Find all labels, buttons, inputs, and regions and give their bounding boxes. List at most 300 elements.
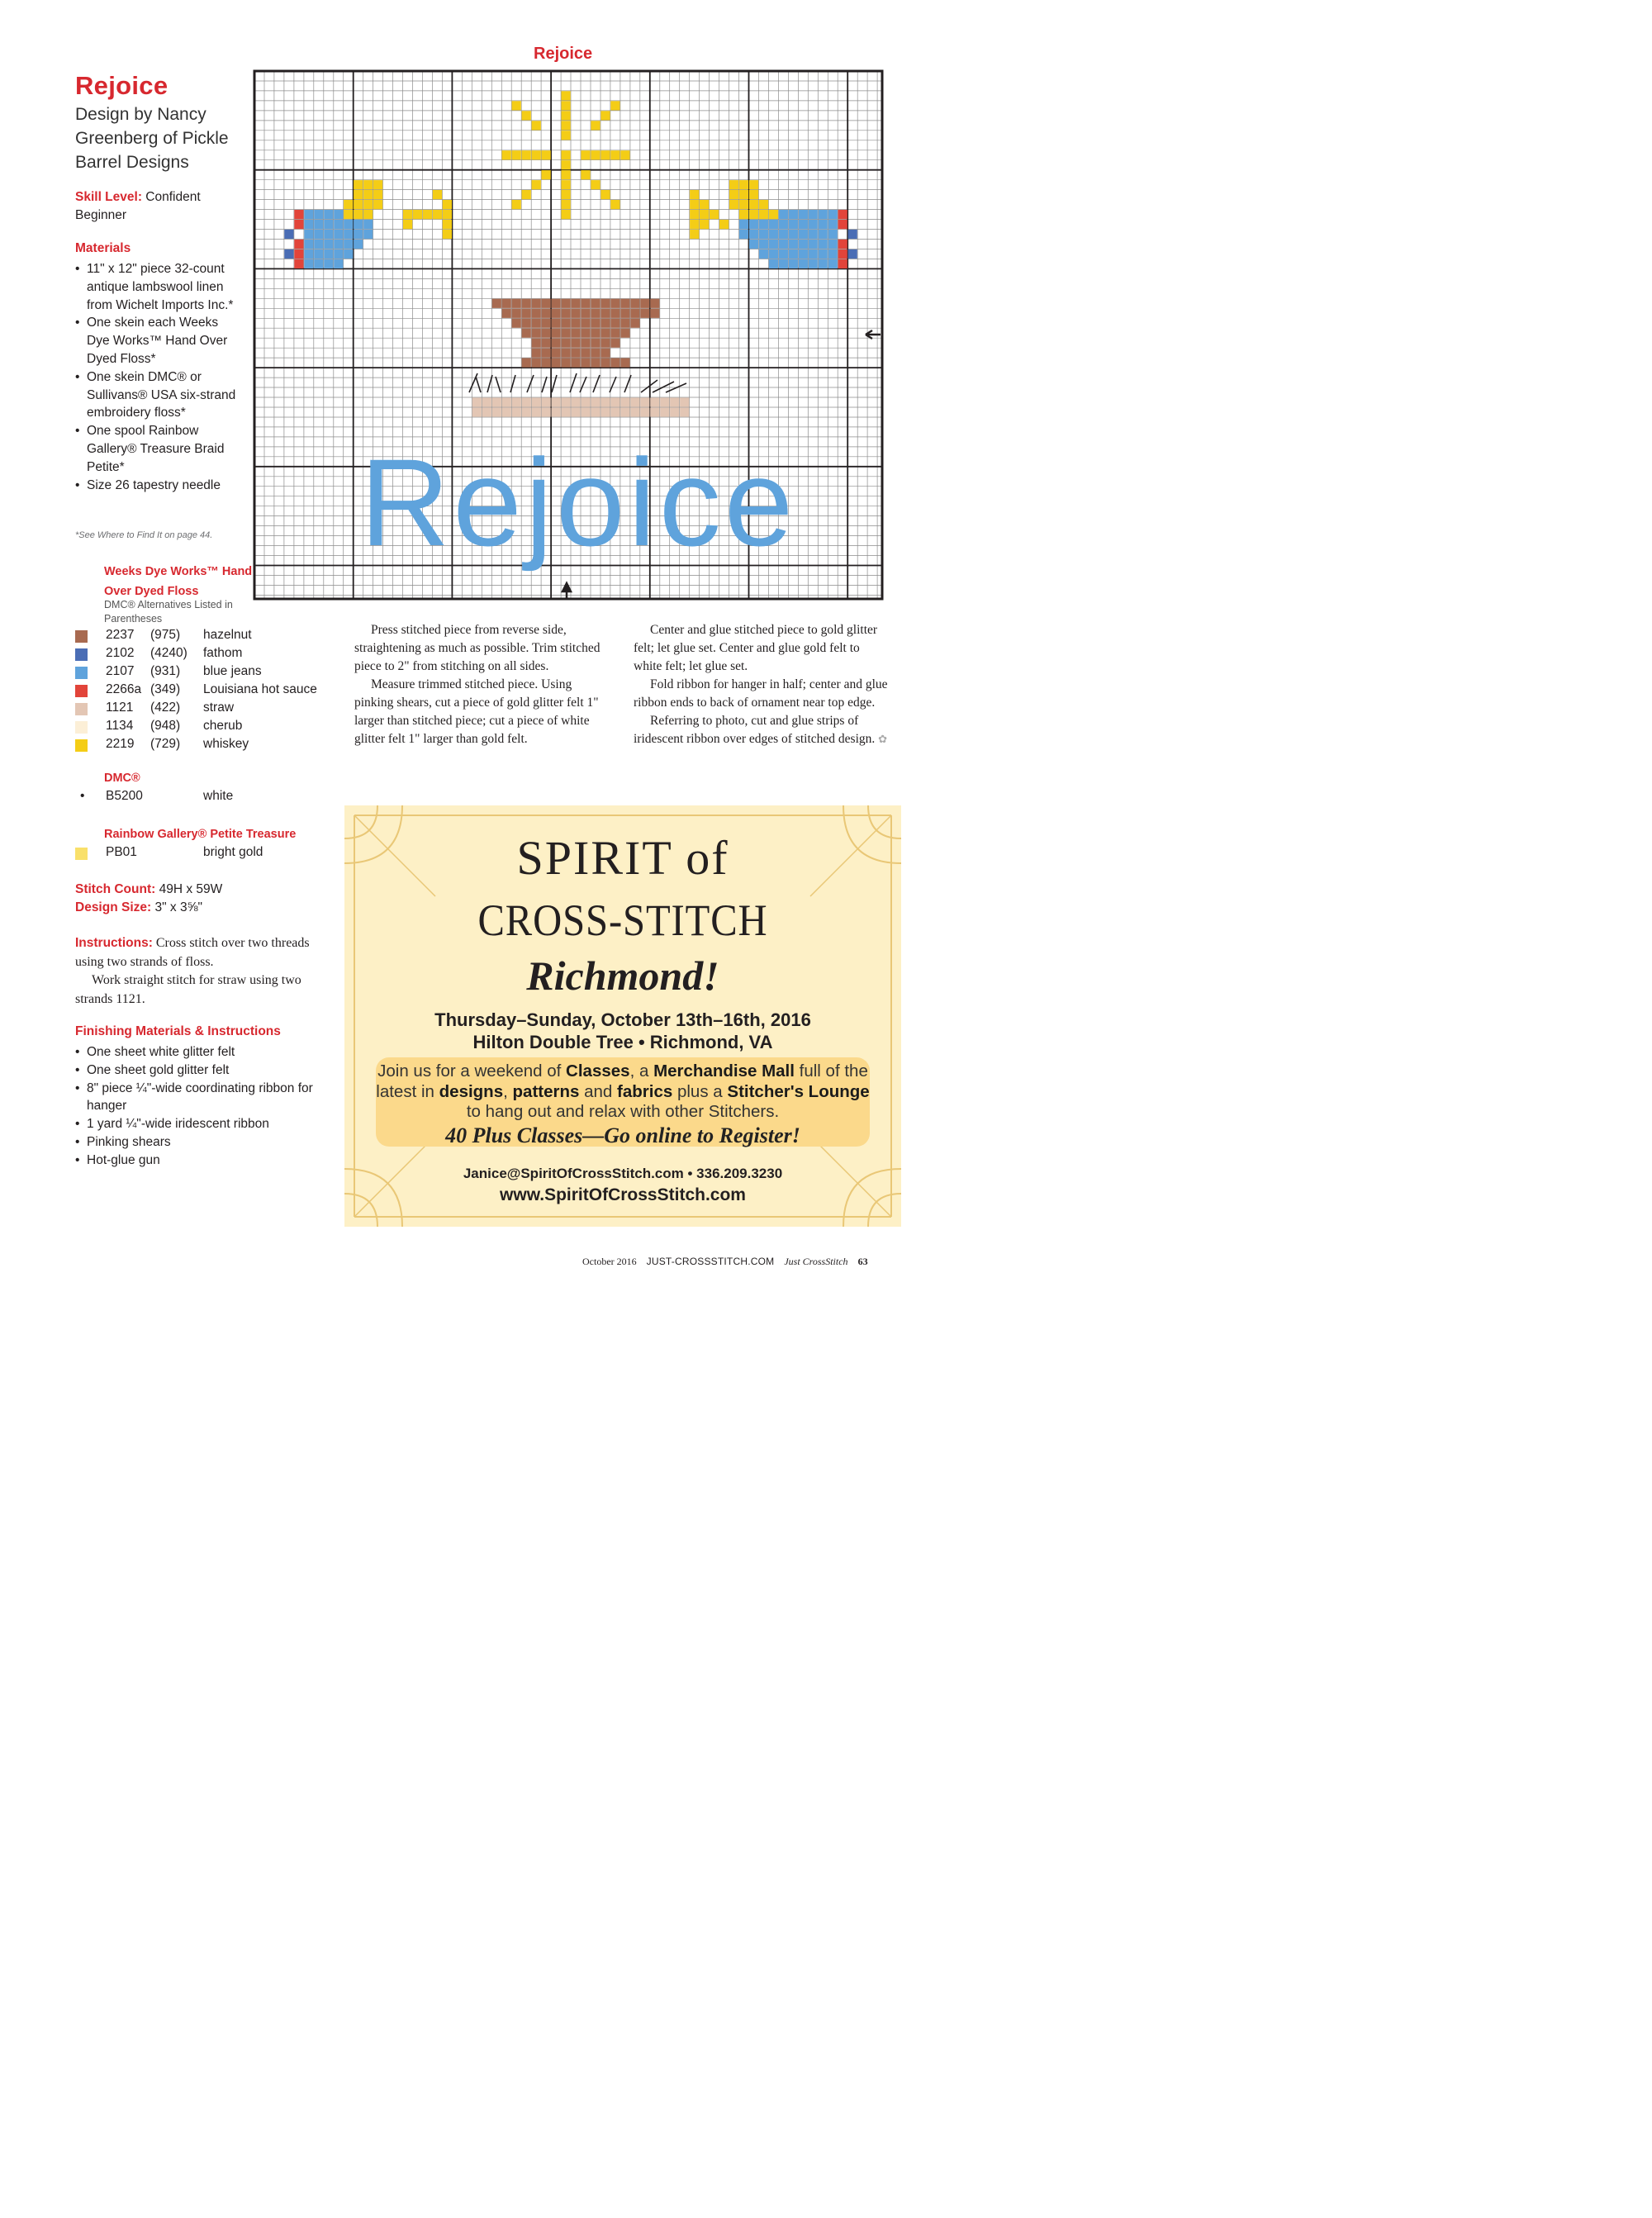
chart-word-rejoice: Rejoice (360, 433, 797, 572)
stitch-cell (522, 150, 531, 159)
stitch-cell (522, 111, 531, 120)
stitch-cell (581, 150, 590, 159)
stitch-cell (562, 160, 571, 169)
stitch-cell (354, 190, 363, 199)
stitch-cell (769, 240, 778, 249)
stitch-cell (581, 329, 590, 338)
stitch-cell (610, 309, 620, 318)
stitch-cell (779, 210, 788, 219)
stitch-cell (522, 190, 531, 199)
stitch-cell (502, 407, 511, 416)
stitch-cell (502, 397, 511, 406)
floss-row (75, 719, 339, 737)
end-mark-icon: ✿ (878, 733, 888, 745)
stitch-cell (779, 249, 788, 259)
color-swatch (75, 739, 88, 752)
page-footer (582, 1256, 868, 1268)
floss-name: hazelnut (203, 628, 252, 642)
stitch-cell (610, 299, 620, 308)
stitch-cell (670, 407, 679, 416)
stitch-cell (819, 230, 828, 239)
ad-contact: Janice@SpiritOfCrossStitch.com • 336.209.3230 (463, 1166, 783, 1181)
list-item: • Hot-glue gun (75, 1152, 331, 1170)
stitch-cell (492, 299, 501, 308)
instructions (75, 934, 323, 1009)
stitch-cell (443, 200, 452, 209)
stitch-cell (838, 240, 847, 249)
stitch-cell (640, 299, 649, 308)
stitch-cell (492, 407, 501, 416)
stitch-cell (769, 259, 778, 268)
stitch-cell (700, 200, 709, 209)
stitch-cell (472, 397, 482, 406)
stitch-cell (403, 210, 412, 219)
chart-title: Rejoice (534, 45, 593, 63)
stitch-cell (769, 249, 778, 259)
stitch-cell (344, 210, 353, 219)
dmc-alternative: (948) (150, 719, 181, 733)
stitch-cell (324, 249, 333, 259)
stitch-cell (294, 210, 303, 219)
ad-text: plus a (676, 1081, 723, 1101)
stitch-cell (799, 249, 808, 259)
stitch-cell (610, 407, 620, 416)
stitch-cell (532, 407, 541, 416)
stitch-cell (591, 339, 600, 348)
stitch-cell (502, 299, 511, 308)
stitch-cell (433, 190, 442, 199)
stitch-cell (828, 210, 838, 219)
ad-text: full of the latest in (376, 1062, 868, 1101)
stitch-cell (650, 309, 659, 318)
paragraph: Press stitched piece from reverse side, straightening as much as possible. Trim stitched piece to 2" from stitching on all sides. (354, 623, 601, 673)
stitch-cell (620, 397, 629, 406)
stitch-cell (690, 190, 699, 199)
stitch-cell (344, 230, 353, 239)
stitch-cell (334, 240, 343, 249)
ad-dates (344, 1009, 901, 1053)
stitch-cell (532, 299, 541, 308)
stitch-cell (779, 220, 788, 229)
stitch-cell (562, 91, 571, 100)
list-item: • 11" x 12" piece 32-count antique lambswool linen from Wichelt Imports Inc.* (75, 260, 242, 314)
stitch-cell (562, 309, 571, 318)
color-swatch (75, 667, 88, 679)
stitch-cell (620, 329, 629, 338)
ad-text-bold: fabrics (617, 1081, 673, 1101)
stitch-cell (373, 200, 382, 209)
ad-text-bold: patterns (512, 1081, 580, 1101)
stitch-cell (403, 220, 412, 229)
ad-text-bold: Classes (566, 1062, 630, 1081)
paragraph: Center and glue stitched piece to gold glitter felt; let glue set. Center and glue gold felt to white felt; let glue set. (634, 623, 878, 673)
stitch-cell (363, 230, 373, 239)
stitch-cell (571, 339, 580, 348)
stitch-cell (532, 397, 541, 406)
stitch-cell (828, 240, 838, 249)
stitch-cell (294, 240, 303, 249)
finishing-text-column-1 (354, 621, 606, 748)
stitch-cell (294, 249, 303, 259)
page-number: 63 (857, 1256, 868, 1267)
stitch-cell (670, 397, 679, 406)
stitch-cell (571, 349, 580, 358)
list-item: • 1 yard ¼"-wide iridescent ribbon (75, 1115, 331, 1133)
ad-text: , a (629, 1062, 649, 1081)
stitch-count-value: 49H x 59W (159, 882, 223, 896)
stitch-cell (413, 210, 422, 219)
ad-description: Join us for a weekend of Classes, a Merchandise Mall full of the latest in designs, patterns and fabrics plus a Stitcher's Lounge to hang out and relax with other Stitchers. (376, 1062, 870, 1121)
stitch-cell (294, 259, 303, 268)
stitch-cell (562, 210, 571, 219)
floss-name: bright gold (203, 845, 263, 859)
stitch-cell (522, 397, 531, 406)
stitch-cell (562, 180, 571, 189)
stitch-cell (571, 407, 580, 416)
stitch-cell (324, 230, 333, 239)
color-swatch (75, 703, 88, 715)
skill-level-value: Confident Beginner (75, 190, 201, 222)
stitch-cell (819, 259, 828, 268)
list-item: • One skein DMC® or Sullivans® USA six-strand embroidery floss* (75, 368, 242, 422)
stitch-cell (522, 359, 531, 368)
stitch-cell (650, 299, 659, 308)
color-swatch (75, 685, 88, 697)
floss-name: white (203, 789, 234, 803)
stitch-cell (620, 407, 629, 416)
dmc-alternative: (729) (150, 737, 181, 751)
stitch-cell (304, 240, 313, 249)
floss-row (75, 701, 339, 719)
instructions-label: Instructions: (75, 936, 153, 950)
stitch-cell (739, 200, 748, 209)
stitch-cell (581, 339, 590, 348)
floss-row (75, 646, 339, 664)
stitch-cell (354, 230, 363, 239)
stitch-cell (601, 111, 610, 120)
instructions-text: Work straight stitch for straw using two strands 1121. (75, 973, 301, 1006)
stitch-cell (334, 249, 343, 259)
floss-code: B5200 (106, 789, 143, 803)
stitch-cell (571, 309, 580, 318)
stitch-cell (482, 397, 491, 406)
footer-site: JUST-CROSSSTITCH.COM (646, 1256, 775, 1267)
stitch-cell (512, 397, 521, 406)
stitch-cell (610, 329, 620, 338)
stitch-cell (848, 249, 857, 259)
stitch-cell (552, 407, 561, 416)
stitch-cell (472, 407, 482, 416)
floss-name: fathom (203, 646, 243, 660)
stitch-cell (334, 210, 343, 219)
stitch-cell (749, 200, 758, 209)
weeks-floss-heading: Weeks Dye Works™ Hand Over Dyed Floss (104, 565, 253, 598)
floss-name: whiskey (203, 737, 249, 751)
stitch-cell (522, 319, 531, 328)
stitch-cell (789, 259, 798, 268)
stitch-cell (552, 309, 561, 318)
stitch-cell (640, 407, 649, 416)
stitch-cell (710, 210, 719, 219)
stitch-cell (610, 101, 620, 110)
stitch-cell (690, 230, 699, 239)
stitch-cell (512, 319, 521, 328)
stitch-cell (759, 240, 768, 249)
stitch-cell (819, 210, 828, 219)
stitch-cell (334, 230, 343, 239)
skill-level (75, 188, 240, 225)
stitch-cell (809, 240, 818, 249)
ad-call-to-action: 40 Plus Classes—Go online to Register! (445, 1123, 800, 1147)
stitch-cell (591, 329, 600, 338)
stitch-cell (601, 150, 610, 159)
stitch-cell (739, 210, 748, 219)
ad-venue: Hilton Double Tree • Richmond, VA (472, 1032, 773, 1052)
ad-text: to hang out and relax with other Stitchers. (466, 1102, 780, 1121)
stitch-cell (749, 210, 758, 219)
stitch-cell (304, 210, 313, 219)
stitch-cell (749, 230, 758, 239)
floss-name: blue jeans (203, 664, 262, 678)
stitch-cell (512, 299, 521, 308)
stitch-cell (819, 240, 828, 249)
stitch-cell (601, 407, 610, 416)
list-item: • Size 26 tapestry needle (75, 477, 242, 495)
paragraph-text: Referring to photo, cut and glue strips of iridescent ribbon over edges of stitched design. (634, 714, 876, 746)
stitch-cell (532, 359, 541, 368)
stitch-cell (759, 249, 768, 259)
stitch-cell (729, 180, 738, 189)
stitch-cell (739, 220, 748, 229)
stitch-cell (562, 339, 571, 348)
stitch-cell (610, 339, 620, 348)
stitch-cell (443, 230, 452, 239)
stitch-cell (601, 397, 610, 406)
stitch-cell (591, 349, 600, 358)
stitch-cell (809, 210, 818, 219)
stitch-cell (542, 349, 551, 358)
ad-text: Join us for a weekend of (377, 1062, 562, 1081)
stitch-cell (581, 309, 590, 318)
stitch-cell (562, 329, 571, 338)
stitch-cell (562, 407, 571, 416)
stitch-cell (542, 359, 551, 368)
stitch-cell (680, 407, 689, 416)
list-item: • Pinking shears (75, 1133, 331, 1152)
stitch-cell (630, 407, 639, 416)
design-size-value: 3" x 3⅝" (154, 900, 203, 914)
ad-text: and (584, 1081, 613, 1101)
stitch-cell (363, 190, 373, 199)
stitch-cell (542, 309, 551, 318)
paragraph: Measure trimmed stitched piece. Using pinking shears, cut a piece of gold glitter felt 1" larger than stitched piece; cut a piece of white glitter felt 1" larger than gold felt. (354, 677, 599, 746)
instructions-text: Cross stitch over two threads using two strands of floss. (75, 936, 310, 969)
stitch-cell (640, 309, 649, 318)
stitch-cell (562, 150, 571, 159)
stitch-cell (610, 200, 620, 209)
skill-level-label: Skill Level: (75, 190, 142, 204)
materials-heading: Materials (75, 241, 131, 255)
stitch-cell (562, 190, 571, 199)
stitch-cell (532, 319, 541, 328)
dmc-alternative: (975) (150, 628, 181, 642)
floss-name: Louisiana hot sauce (203, 682, 317, 696)
floss-code: PB01 (106, 845, 137, 859)
stitch-cell (799, 240, 808, 249)
stitch-cell (562, 299, 571, 308)
stitch-cell (324, 240, 333, 249)
stitch-cell (552, 319, 561, 328)
dmc-alternative: (422) (150, 701, 181, 715)
stitch-cell (828, 249, 838, 259)
stitch-cell (739, 180, 748, 189)
floss-name: straw (203, 701, 235, 715)
floss-row (75, 845, 339, 863)
ad-website-link[interactable]: www.SpiritOfCrossStitch.com (500, 1185, 746, 1204)
stitch-cell (809, 220, 818, 229)
color-swatch (75, 630, 88, 643)
stitch-cell (828, 259, 838, 268)
stitch-cell (562, 131, 571, 140)
list-item: • One spool Rainbow Gallery® Treasure Braid Petite* (75, 422, 242, 476)
chart-grid (253, 69, 884, 601)
stitch-cell (512, 101, 521, 110)
stitch-cell (838, 210, 847, 219)
floss-code: 2219 (106, 737, 135, 751)
stitch-cell (552, 349, 561, 358)
stitch-stats (75, 881, 222, 917)
floss-row (75, 682, 339, 701)
stitch-cell (314, 259, 323, 268)
stitch-cell (314, 210, 323, 219)
stitch-cell (373, 180, 382, 189)
stitch-cell (838, 220, 847, 229)
stitch-cell (769, 230, 778, 239)
stitch-cell (324, 220, 333, 229)
floss-code: 1134 (106, 719, 134, 733)
stitch-cell (690, 220, 699, 229)
stitch-cell (799, 220, 808, 229)
stitch-cell (532, 309, 541, 318)
stitch-cell (591, 407, 600, 416)
stitch-cell (482, 407, 491, 416)
design-size-label: Design Size: (75, 900, 152, 914)
floss-code: 2266a (106, 682, 142, 696)
stitch-cell (552, 359, 561, 368)
stitch-cell (552, 299, 561, 308)
stitch-cell (344, 240, 353, 249)
floss-row (75, 789, 339, 807)
stitch-cell (819, 249, 828, 259)
stitch-cell (294, 220, 303, 229)
stitch-cell (620, 359, 629, 368)
stitch-cell (304, 259, 313, 268)
stitch-cell (769, 220, 778, 229)
stitch-cell (591, 397, 600, 406)
stitch-cell (354, 180, 363, 189)
stitch-cell (779, 240, 788, 249)
stitch-cell (581, 397, 590, 406)
stitch-cell (591, 180, 600, 189)
stitch-cell (314, 240, 323, 249)
stitch-cell (344, 249, 353, 259)
stitch-cell (789, 210, 798, 219)
stitch-count-label: Stitch Count: (75, 882, 156, 896)
stitch-cell (729, 200, 738, 209)
stitch-cell (423, 210, 432, 219)
stitch-cell (522, 407, 531, 416)
stitch-cell (660, 407, 669, 416)
stitch-cell (809, 259, 818, 268)
stitch-cell (660, 397, 669, 406)
floss-name: cherub (203, 719, 243, 733)
spirit-of-cross-stitch-ad (344, 805, 901, 1227)
stitch-cell (571, 359, 580, 368)
stitch-cell (601, 299, 610, 308)
stitch-cell (562, 359, 571, 368)
stitch-cell (610, 397, 620, 406)
stitch-cell (620, 309, 629, 318)
materials-list (75, 260, 242, 494)
stitch-cell (552, 339, 561, 348)
stitch-cell (443, 210, 452, 219)
stitch-cell (532, 329, 541, 338)
ad-text-bold: Merchandise Mall (653, 1062, 795, 1081)
stitch-cell (532, 349, 541, 358)
stitch-cell (571, 319, 580, 328)
stitch-cell (759, 210, 768, 219)
stitch-cell (581, 349, 590, 358)
stitch-cell (562, 111, 571, 120)
ad-date-line: Thursday–Sunday, October 13th–16th, 2016 (434, 1009, 811, 1030)
footer-magazine: Just CrossStitch (784, 1256, 848, 1267)
stitch-cell (581, 359, 590, 368)
stitch-cell (363, 180, 373, 189)
stitch-cell (848, 230, 857, 239)
stitch-cell (581, 299, 590, 308)
stitch-cell (532, 180, 541, 189)
ad-text-bold: Stitcher's Lounge (727, 1081, 870, 1101)
stitch-cell (542, 407, 551, 416)
stitch-cell (620, 150, 629, 159)
stitch-cell (542, 150, 551, 159)
stitch-cell (719, 220, 729, 229)
stitch-cell (729, 190, 738, 199)
stitch-cell (314, 249, 323, 259)
stitch-cell (739, 230, 748, 239)
stitch-cell (492, 397, 501, 406)
floss-code: 2107 (106, 664, 135, 678)
stitch-cell (789, 249, 798, 259)
stitch-cell (502, 150, 511, 159)
stitch-cell (373, 190, 382, 199)
stitch-cell (749, 240, 758, 249)
dmc-heading: DMC® (104, 772, 140, 785)
stitch-cell (700, 210, 709, 219)
stitch-cell (809, 249, 818, 259)
stitch-cell (610, 319, 620, 328)
stitch-cell (562, 349, 571, 358)
stitch-cell (591, 309, 600, 318)
ad-text-bold: designs (439, 1081, 504, 1101)
stitch-cell (542, 329, 551, 338)
stitch-cell (838, 249, 847, 259)
stitch-cell (562, 101, 571, 110)
dmc-alternative: (931) (150, 664, 181, 678)
rainbow-gallery-heading: Rainbow Gallery® Petite Treasure (104, 828, 297, 841)
stitch-cell (690, 200, 699, 209)
stitch-cell (759, 220, 768, 229)
